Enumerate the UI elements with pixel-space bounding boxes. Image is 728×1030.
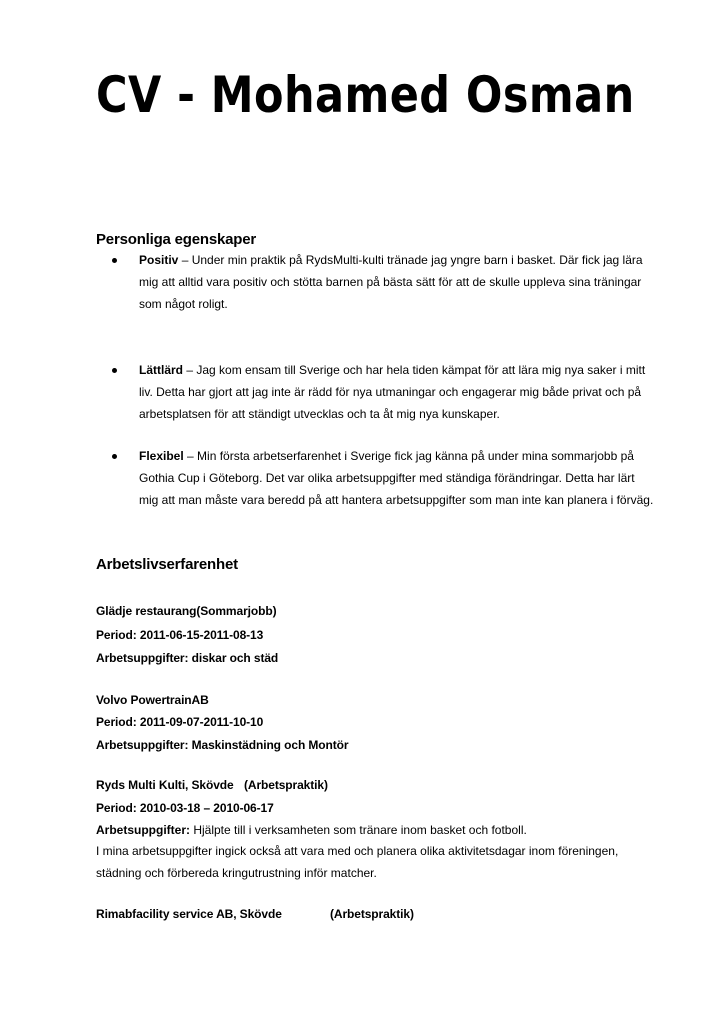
job-description: I mina arbetsuppgifter ingick också att vara med och planera olika aktivitetsdagar inom föreningen, städning och förbereda kringutrustning inför matcher. bbox=[96, 844, 619, 880]
job-tasks-label: Arbetsuppgifter: bbox=[96, 823, 190, 837]
bullet-icon bbox=[112, 454, 117, 459]
bullet-icon bbox=[112, 258, 117, 263]
job-period: Period: 2010-03-18 – 2010-06-17 bbox=[96, 801, 274, 815]
job-tasks-text: Hjälpte till i verksamheten som tränare inom basket och fotboll. bbox=[190, 823, 527, 837]
job-employer: Ryds Multi Kulti, Skövde bbox=[96, 778, 234, 792]
job-header bbox=[96, 903, 496, 925]
job-header bbox=[96, 774, 496, 796]
quality-term: Flexibel bbox=[139, 449, 184, 463]
job-type: (Arbetspraktik) bbox=[330, 907, 414, 921]
heading-personal-qualities: Personliga egenskaper bbox=[96, 231, 257, 248]
job-tasks: Arbetsuppgifter: diskar och städ bbox=[96, 651, 279, 665]
quality-description: – Min första arbetserfarenhet i Sverige fick jag känna på under mina sommarjobb på Gothia Cup i Göteborg. Det var olika arbetsuppgifter med ständiga förändringar. Detta har lärt mig att man måste vara beredd på att hantera arbetsuppgifter som man inte kan planera i förväg. bbox=[139, 449, 654, 507]
quality-term: Lättlärd bbox=[139, 363, 184, 377]
job-employer: Glädje restaurang(Sommarjobb) bbox=[96, 604, 277, 618]
document-title: CV - Mohamed Osman bbox=[96, 66, 635, 124]
job-employer: Rimabfacility service AB, Skövde bbox=[96, 907, 282, 921]
job-type: (Arbetspraktik) bbox=[244, 778, 328, 792]
job-tasks bbox=[96, 819, 656, 841]
job-employer: Volvo PowertrainAB bbox=[96, 693, 209, 707]
bullet-icon bbox=[112, 368, 117, 373]
job-period: Period: 2011-06-15-2011-08-13 bbox=[96, 628, 264, 642]
heading-work-experience: Arbetslivserfarenhet bbox=[96, 556, 238, 573]
job-period: Period: 2011-09-07-2011-10-10 bbox=[96, 715, 264, 729]
job-tasks: Arbetsuppgifter: Maskinstädning och Montör bbox=[96, 738, 349, 752]
quality-description: – Jag kom ensam till Sverige och har hela tiden kämpat för att lära mig nya saker i mitt liv. Detta har gjort att jag inte är rädd för nya utmaningar och engagerar mig både privat och på arbetsplatsen för att ständigt utvecklas och ta åt mig nya kunskaper. bbox=[139, 363, 646, 421]
quality-description: – Under min praktik på RydsMulti-kulti tränade jag yngre barn i basket. Där fick jag lära mig att alltid vara positiv och stötta barnen på bästa sätt för att de skulle uppleva sina träningar som något roligt. bbox=[139, 253, 643, 311]
quality-term: Positiv bbox=[139, 253, 179, 267]
